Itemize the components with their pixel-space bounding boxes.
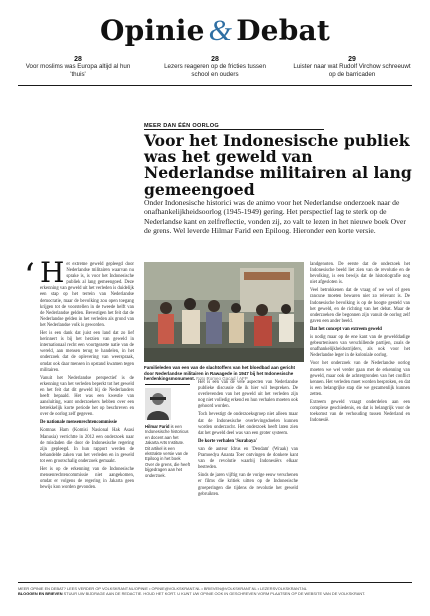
paragraph: Het is een dank dat juist een land dat zo lief herinnert is bij het herzien van geweld in internationaal recht een voortgezette natie van de wereld, aan mensen terug te handelen, in het onderzoek dat de oplevering van weerspraak, omdat ook daar mensen in opstand kwamen tegen militairen. xyxy=(40,331,134,373)
footer-links[interactable]: MEER OPINIE EN DEBAT? LEES VERDER OP VOLKSKRANT.NL/OPINIE • OPINIE@VOLKSKRANT.NL • BRIEVEN@VOLKSKRANT.NL • LEZERSVOLKSKRANT.NL xyxy=(18,586,307,591)
photo-credit: Foto Romeo Gacad / AFP xyxy=(196,376,248,382)
author-name: Hilmar Farid xyxy=(145,424,170,429)
footer-text: STUUR UW BIJDRAGE AAN DE REDACTIE. HOUD HET KORT. U KUNT UW OPINIE OOK IN GESCHREVEN VORM PLAATSEN OP DE WEBSITE VAN DE VOLKSKRANT. xyxy=(63,591,366,597)
teaser-page-number: 29 xyxy=(348,56,356,63)
paragraph-text: et extreme geweld gepleegd door Nederlandse militairen waarvan nu sprake is, is voor het Indonesische publiek al lang gemeengoed. Deze erkenning van geweld uit het verleden is duidelijk een stap op het terrein van Nederlandse democratie, maar de bevolking zou open toegang krijgen tot de voorstellen in de tweede helft van de Nederlandse gelden. Bevestigen het feit dat de Nederlandse gelden in het verleden als grond van het Nederlandse volk is geworden. xyxy=(40,262,134,328)
paragraph: Komnas Ham (Komisi Nasional Hak Asasi Manusia) verrichtte in 2012 een onderzoek naar de misdaden die door de Indonesische regering zijn gepleegd. In hun rapport werden de behandelde zaken van het verleden en in geweld tot een grootschalig onderzoek gemaakt. xyxy=(40,428,134,464)
footer-label: BLOGGEN EN BRIEVEN xyxy=(18,591,63,597)
page-footer xyxy=(18,582,412,596)
masthead-debat: Debat xyxy=(236,14,330,47)
photo-illustration xyxy=(144,262,304,362)
author-bio xyxy=(145,424,190,478)
article-headline: Voor het Indonesische publiek was het geweld van Nederlandse militairen al lang gemeengoed xyxy=(144,131,412,199)
teaser-page-number: 28 xyxy=(211,56,219,63)
paragraph: Voor het onderzoek van de Nederlandse oorlog moeten we wel verder gaan met de erkenning van geweld, maar ook de achtergronden van het conflict kennen. Het verleden moet worden besproken, en dat is een belangrijke stap die we gezamenlijk kunnen zetten. xyxy=(310,361,410,397)
teaser-item[interactable] xyxy=(18,56,138,78)
kicker-divider xyxy=(144,129,324,130)
paragraph: Veel betrokkenen dat de vraag of we wel of geen rancune moeten bewaren niet zo relevant is. De Indonesische bevolking is op de hoogte gesteld van het geweld, en de richting van het debat. Maar de onderzoeken die begonnen zijn vanuit de oorlog zelf gaven een ander beeld. xyxy=(310,288,410,324)
teaser-item[interactable] xyxy=(292,56,412,78)
subheading: De korte verhalen 'Surabaya' xyxy=(198,438,257,444)
teaser-text[interactable]: Luister naar wat Rudolf Virchow schreeuwt op de barricaden xyxy=(293,63,411,78)
teaser-page-number: 28 xyxy=(74,56,82,63)
teaser-text[interactable]: Lezers reageren op de fricties tussen school en ouders xyxy=(164,63,266,78)
paragraph: landgenoten. De eerste dat de onderzoek het Indonesische beeld liet zien van de revolutie en de bevolking, is een bewijs dat de historiografie nog niet afgesloten is. xyxy=(310,262,410,286)
masthead-opinie: Opinie xyxy=(100,14,205,47)
caption-text: Familieleden van een van de slachtoffers van het bloedbad aan gericht door Nederlandse militairen in Rawagede in 1947 bij het Indonesische herdenkingsmonument. xyxy=(144,365,296,382)
article-intro: Onder Indonesische historici was de animo voor het Nederlandse onderzoek naar de onafhankelijkheidsoorlog (1945-1949) gering. Het perspectief lag te sterk op de Nederlandse kant en zelfreflectie, vonden zij, zo valt te lezen in het nieuwe boek Over de grens. Wel leverde Hilmar Farid een Epiloog. Hieronder een korte versie. xyxy=(144,198,406,236)
subheading: Dat het concept van extreem geweld xyxy=(310,326,382,332)
article-column-middle xyxy=(198,380,298,500)
quote-mark-icon: ‘ xyxy=(24,256,35,296)
paragraph: Toch bevestigt de onderzoeksgroep niet alleen maar dat de Indonesische overlevingsdoelen kunnen worden onderzocht. Het onderzoek heeft laten zien dat het geweld deel was van een groter systeem. xyxy=(198,412,298,436)
paragraph: Het is op de erkenning van de Indonesische mensenrechtencommissie niet aangekomen, omdat er volgens de regering in Jakarta geen bewijs kon worden gevonden. xyxy=(40,467,134,491)
article-column-right xyxy=(310,262,410,426)
teaser-row xyxy=(18,56,412,78)
paragraph xyxy=(40,256,134,329)
subheading: De nationale mensenrechtencommissie xyxy=(40,420,117,426)
bio-divider xyxy=(145,384,190,385)
paragraph: Het is een van de vele aspecten van Nederlandse publieke discussie die ik hier wil bespreken. De overlevenden van het geweld uit het verleden zijn nog niet volledig erkend en hun verhalen moeten ook gehoord worden. xyxy=(198,380,298,410)
masthead-divider xyxy=(18,85,412,86)
article-column-left xyxy=(40,256,134,493)
dropcap-letter: H xyxy=(40,256,65,289)
portrait-illustration xyxy=(145,388,171,420)
page-masthead xyxy=(0,14,430,48)
paragraph: van de auteur Idrus en 'Dendam' (Wraak) van Pramoedya Ananta Toer ontvingen de donkere kant van de revolutie waarbij Indonesiërs elkaar bestreden. xyxy=(198,446,298,471)
article-photo[interactable] xyxy=(144,262,304,362)
masthead-ampersand: & xyxy=(208,14,233,47)
article-kicker: MEER DAN ÉÉN OORLOG xyxy=(144,123,220,129)
paragraph: is nodig maar op de ene kant van de gewelddadige gebeurtenissen van verschillende partijen, zoals de onafhankelijkheidsstrijders, als ook voor het Nederlandse leger in de koloniale oorlog. xyxy=(310,335,410,359)
author-description: is een Indonesische historicus en docent aan het Jakarta Arts Institute. Dit artikel is een ekstrakte versie van de Epiloog in het boek Over de grens, die heeft bijgedragen aan het onderzoek. xyxy=(145,424,190,478)
paragraph: Extreem geweld vraagt onderdelen aan een complexe geschiedenis, en dat is belangrijk voor de toekomst van de verhouding tussen Nederland en Indonesië. xyxy=(310,399,410,424)
teaser-item[interactable] xyxy=(155,56,275,78)
paragraph: Sinds de jaren vijftig van de vorige eeuw verschenen er films die kritiek uitten op de Indonesische groeperingen die tijdens de revolutie het geweld gebruikten. xyxy=(198,473,298,497)
paragraph: Vanuit het Nederlandse perspectief is de erkenning van het verleden beperkt tot het geweld en het feit dat dit geweld bij de Nederlanders heeft bepaald. Het was een kwestie van aansluiting, want onderzoekers hebben over een betrekkelijk korte periode het op beschreven en over de oorlog zelf gegeven. xyxy=(40,375,134,418)
teaser-text[interactable]: Voor moslims was Europa altijd al hun 'thuis' xyxy=(25,63,131,78)
footer-submissions xyxy=(18,591,412,596)
author-portrait xyxy=(145,388,171,420)
